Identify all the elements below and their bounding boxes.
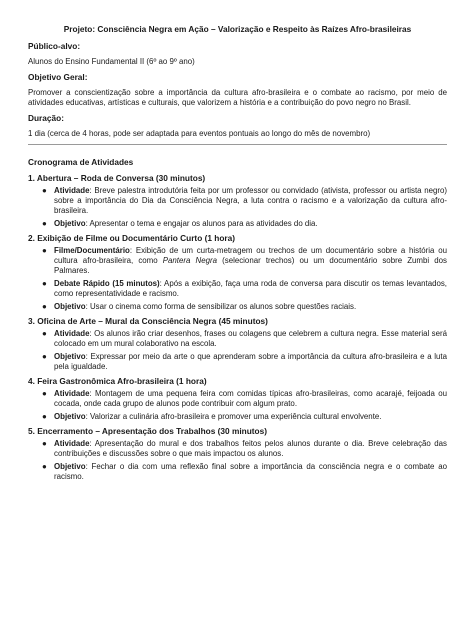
activity-bullet-list [28, 246, 447, 312]
publico-alvo-text: Alunos do Ensino Fundamental II (6º ao 9º ano) [28, 57, 195, 66]
item-label: Atividade [54, 329, 90, 338]
activity-section-title: 4. Feira Gastronômica Afro-brasileira (1 hora) [28, 376, 207, 386]
item-label: Objetivo [54, 462, 86, 471]
list-item: ● Atividade: Apresentação do mural e dos trabalhos feitos pelos alunos durante o dia. Breve celebração das contribuições e discussões sobre o que mais impactou os alunos. [42, 439, 447, 458]
item-label: Objetivo [54, 412, 86, 421]
bullet-icon: ● [42, 412, 47, 421]
activity-section-title: 2. Exibição de Filme ou Documentário Curto (1 hora) [28, 233, 235, 243]
bullet-icon: ● [42, 279, 47, 288]
activity-section-title: 5. Encerramento – Apresentação dos Trabalhos (30 minutos) [28, 426, 267, 436]
activity-section-title: 3. Oficina de Arte – Mural da Consciência Negra (45 minutos) [28, 316, 268, 326]
bullet-icon: ● [42, 219, 47, 228]
bullet-icon: ● [42, 302, 47, 311]
publico-alvo-heading: Público-alvo: [28, 41, 81, 51]
list-item: ● Atividade: Montagem de uma pequena feira com comidas típicas afro-brasileiras, como acarajé, feijoada ou cocada, onde cada grupo de alunos pode contribuir com algum prato. [42, 389, 447, 408]
objetivo-geral-heading: Objetivo Geral: [28, 72, 88, 82]
document-title: Projeto: Consciência Negra em Ação – Valorização e Respeito às Raízes Afro-brasileiras [63, 24, 412, 34]
item-label: Objetivo [54, 352, 86, 361]
cronograma-heading: Cronograma de Atividades [28, 157, 134, 167]
objetivo-geral-text: Promover a conscientização sobre a importância da cultura afro-brasileira e o combate ao racismo, por meio de atividades educativas, artísticas e culturais, que valorizem a história e a contribuição do povo negro no Brasil. [28, 88, 447, 107]
bullet-icon: ● [42, 186, 47, 195]
list-item: ● Objetivo: Apresentar o tema e engajar os alunos para as atividades do dia. [42, 219, 318, 228]
bullet-icon: ● [42, 389, 47, 398]
list-item: ● Objetivo: Expressar por meio da arte o que aprenderam sobre a importância da cultura afro-brasileira e a luta pela igualdade. [42, 352, 447, 371]
list-item: ● Atividade: Breve palestra introdutória feita por um professor ou convidado (ativista, professor ou artista negro) sobre a importância do Dia da Consciência Negra, a luta contra o racismo e a valorização da cultura afro-brasileira. [42, 186, 447, 215]
bullet-icon: ● [42, 246, 47, 255]
item-label: Atividade [54, 389, 90, 398]
activity-bullet-list [28, 389, 447, 422]
activity-bullet-list [28, 186, 447, 229]
activities-list [28, 173, 447, 486]
duracao-heading: Duração: [28, 113, 64, 123]
item-label: Debate Rápido (15 minutos) [54, 279, 160, 288]
bullet-icon: ● [42, 352, 47, 361]
item-italic-title: Pantera Negra [162, 256, 218, 265]
list-item: ● Debate Rápido (15 minutos): Após a exibição, faça uma roda de conversa para discutir os temas levantados, como representatividade e racismo. [42, 279, 447, 298]
bullet-icon: ● [42, 329, 47, 338]
item-label: Filme/Documentário [54, 246, 130, 255]
item-label: Objetivo [54, 302, 86, 311]
item-label: Objetivo [54, 219, 86, 228]
item-label: Atividade [54, 186, 90, 195]
list-item: ● Atividade: Os alunos irão criar desenhos, frases ou colagens que celebrem a cultura negra. Esse material será colocado em um mural colaborativo na escola. [42, 329, 447, 348]
list-item: ● Filme/Documentário: Exibição de um curta-metragem ou trechos de um documentário sobre a história ou cultura afro-brasileira, como Pantera Negra (selecionar trechos) ou um documentário sobre Zumbi dos Palmares. [42, 246, 447, 275]
bullet-icon: ● [42, 439, 47, 448]
item-label: Atividade [54, 439, 90, 448]
activity-bullet-list [28, 439, 447, 482]
activity-bullet-list [28, 329, 447, 372]
activity-section-title: 1. Abertura – Roda de Conversa (30 minutos) [28, 173, 206, 183]
duracao-text: 1 dia (cerca de 4 horas, pode ser adaptada para eventos pontuais ao longo do mês de novembro) [28, 129, 371, 138]
list-item: ● Objetivo: Fechar o dia com uma reflexão final sobre a importância da consciência negra e o combate ao racismo. [42, 462, 447, 481]
list-item: ● Objetivo: Usar o cinema como forma de sensibilizar os alunos sobre questões raciais. [42, 302, 357, 311]
bullet-icon: ● [42, 462, 47, 471]
list-item: ● Objetivo: Valorizar a culinária afro-brasileira e promover uma experiência cultural envolvente. [42, 412, 382, 421]
